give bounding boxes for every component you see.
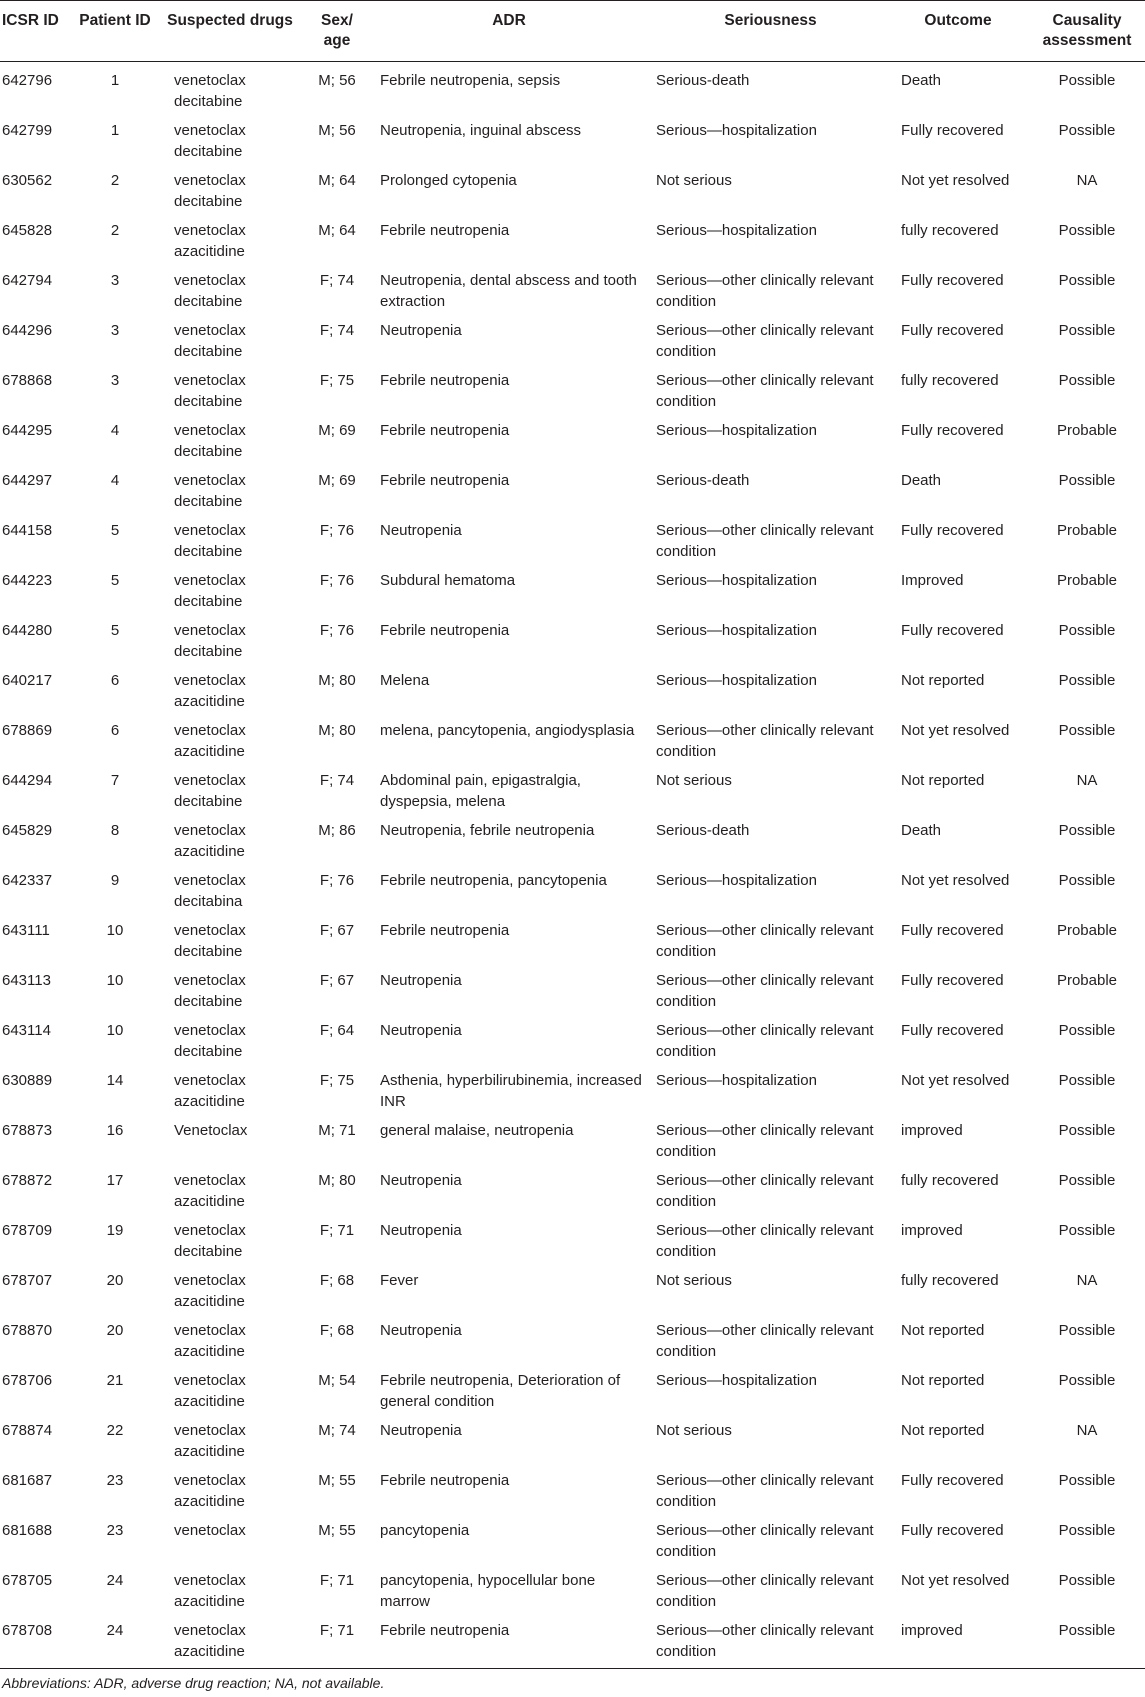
adr-cell: pancytopenia [380,1522,470,1539]
table-row [0,662,1145,712]
adr-cell: Febrile neutropenia [380,922,510,939]
seriousness-cell: Serious—hospitalization [656,1072,817,1089]
icsr-id-cell: 643114 [2,1022,51,1039]
table-row [0,162,1145,212]
sex-age-cell: F; 74 [319,322,355,339]
seriousness-cell: Serious—hospitalization [656,872,817,889]
causality-cell: Possible [1058,1572,1116,1589]
outcome-cell: Fully recovered [901,972,1004,989]
outcome-cell: fully recovered [901,222,999,239]
header-icsr-id: ICSR ID [0,1,74,62]
suspected-drugs-cell: venetoclax azacitidine [174,1272,246,1310]
suspected-drugs-cell: venetoclax azacitidine [174,1172,246,1210]
header-causality: Causality assessment [1023,1,1145,62]
adr-cell: Neutropenia [380,1322,462,1339]
icsr-id-cell: 645828 [2,222,53,239]
sex-age-cell: F; 74 [319,772,355,789]
adr-cell: Neutropenia [380,972,462,989]
icsr-id-cell: 681688 [2,1522,53,1539]
sex-age-cell: F; 67 [319,922,355,939]
suspected-drugs-cell: venetoclax azacitidine [174,1322,246,1360]
icsr-id-cell: 678869 [2,722,53,739]
outcome-cell: Not reported [901,1422,985,1439]
table-row [0,362,1145,412]
suspected-drugs-cell: venetoclax decitabine [174,572,246,610]
sex-age-cell: M; 64 [318,172,356,189]
suspected-drugs-cell: venetoclax decitabina [174,872,246,910]
adr-cell: Neutropenia, inguinal abscess [380,122,581,139]
outcome-cell: Not yet resolved [901,722,1010,739]
sex-age-cell: F; 76 [319,572,355,589]
table-row [0,812,1145,862]
table-row [0,262,1145,312]
table-row [0,612,1145,662]
outcome-cell: Fully recovered [901,272,1004,289]
table-row [0,1212,1145,1262]
outcome-cell: fully recovered [901,1172,999,1189]
seriousness-cell: Serious—other clinically relevant condition [656,522,874,560]
seriousness-cell: Not serious [656,1422,732,1439]
suspected-drugs-cell: venetoclax decitabine [174,1222,246,1260]
seriousness-cell: Serious—other clinically relevant condition [656,1322,874,1360]
header-sex-age: Sex/ age [304,1,370,62]
table-row [0,1512,1145,1562]
adr-cell: Neutropenia, febrile neutropenia [380,822,595,839]
header-adr: ADR [370,1,648,62]
outcome-cell: fully recovered [901,372,999,389]
icsr-id-cell: 644295 [2,422,53,439]
sex-age-cell: M; 80 [318,1172,356,1189]
icsr-id-cell: 642796 [2,72,53,89]
icsr-id-cell: 642794 [2,272,53,289]
causality-cell: Probable [1056,572,1118,589]
seriousness-cell: Serious—other clinically relevant condition [648,1612,893,1669]
sex-age-cell: F; 68 [319,1322,355,1339]
adr-cell: Febrile neutropenia [380,472,510,489]
patient-id-cell: 23 [106,1472,124,1489]
suspected-drugs-cell: venetoclax azacitidine [174,1472,246,1510]
table-row [0,1012,1145,1062]
patient-id-cell: 3 [110,372,120,389]
outcome-cell: improved [901,1222,963,1239]
table-row [0,962,1145,1012]
causality-cell: Possible [1058,472,1116,489]
seriousness-cell: Serious—other clinically relevant condition [656,1022,874,1060]
outcome-cell: Not reported [901,1372,985,1389]
suspected-drugs-cell: venetoclax azacitidine [174,822,246,860]
seriousness-cell: Serious—other clinically relevant condition [656,1222,874,1260]
adr-cell: Subdural hematoma [380,572,516,589]
suspected-drugs-cell: venetoclax decitabine [174,522,246,560]
sex-age-cell: F; 68 [319,1272,355,1289]
causality-cell: NA [1076,1422,1098,1439]
seriousness-cell: Serious—hospitalization [656,222,817,239]
suspected-drugs-cell: venetoclax decitabine [174,72,246,110]
patient-id-cell: 10 [106,1022,124,1039]
table-row [0,712,1145,762]
seriousness-cell: Serious-death [656,72,750,89]
outcome-cell: Fully recovered [901,122,1004,139]
header-row [0,1,1145,62]
adr-cell: Febrile neutropenia [370,1612,648,1669]
suspected-drugs-cell: venetoclax decitabine [174,772,246,810]
causality-cell: Possible [1058,672,1116,689]
sex-age-cell: M; 55 [318,1522,356,1539]
seriousness-cell: Serious—other clinically relevant condition [656,1522,874,1560]
adr-cell: general malaise, neutropenia [380,1122,574,1139]
adr-cell: pancytopenia, hypocellular bone marrow [380,1572,596,1610]
outcome-cell: Not yet resolved [901,1072,1010,1089]
outcome-cell: Not reported [901,772,985,789]
causality-cell: Possible [1058,122,1116,139]
suspected-drugs-cell: venetoclax azacitidine [174,1572,246,1610]
outcome-cell: Death [901,822,942,839]
patient-id-cell: 1 [110,72,120,89]
table-row [0,1562,1145,1612]
table-row [0,1612,1145,1669]
table-footnote: Abbreviations: ADR, adverse drug reaction; NA, not available. [2,1675,385,1691]
icsr-id-cell: 678708 [0,1612,74,1669]
patient-id-cell: 20 [106,1322,124,1339]
suspected-drugs-cell: venetoclax decitabine [174,472,246,510]
seriousness-cell: Not serious [656,772,732,789]
sex-age-cell: M; 80 [318,672,356,689]
outcome-cell: Fully recovered [901,1522,1004,1539]
patient-id-cell: 4 [110,422,120,439]
suspected-drugs-cell: venetoclax azacitidine [174,722,246,760]
table-row [0,862,1145,912]
patient-id-cell: 10 [106,922,124,939]
adr-cell: Fever [380,1272,419,1289]
causality-cell: NA [1076,1272,1098,1289]
adr-cell: Neutropenia [380,1022,462,1039]
causality-cell: Probable [1056,422,1118,439]
outcome-cell: Fully recovered [901,1022,1004,1039]
seriousness-cell: Serious-death [656,822,750,839]
causality-cell: Possible [1058,322,1116,339]
causality-cell: NA [1076,772,1098,789]
outcome-cell: Fully recovered [901,522,1004,539]
table-row [0,62,1145,113]
causality-cell: Possible [1058,622,1116,639]
suspected-drugs-cell: venetoclax azacitidine [174,222,246,260]
adr-cell: Febrile neutropenia [380,222,510,239]
adr-cell: Febrile neutropenia, pancytopenia [380,872,607,889]
adr-cell: Neutropenia [380,1172,462,1189]
table-row [0,1062,1145,1112]
table-row [0,1162,1145,1212]
seriousness-cell: Serious—other clinically relevant condition [656,1122,874,1160]
adr-cell: Melena [380,672,430,689]
patient-id-cell: 23 [106,1522,124,1539]
adr-cell: Prolonged cytopenia [380,172,517,189]
seriousness-cell: Serious—other clinically relevant condition [656,372,874,410]
suspected-drugs-cell: venetoclax decitabine [174,922,246,960]
causality-cell: Possible [1058,722,1116,739]
table-row [0,1412,1145,1462]
causality-cell: Probable [1056,522,1118,539]
causality-cell: Probable [1056,922,1118,939]
table-row [0,1112,1145,1162]
adr-cell: Asthenia, hyperbilirubinemia, increased INR [380,1072,642,1110]
icsr-id-cell: 644158 [2,522,53,539]
icsr-id-cell: 678868 [2,372,53,389]
sex-age-cell: M; 86 [318,822,356,839]
seriousness-cell: Serious—hospitalization [656,1372,817,1389]
patient-id-cell: 6 [110,672,120,689]
sex-age-cell: F; 76 [319,622,355,639]
sex-age-cell: F; 76 [319,522,355,539]
outcome-cell: Death [901,472,942,489]
causality-cell: Possible [1058,1322,1116,1339]
patient-id-cell: 6 [110,722,120,739]
suspected-drugs-cell: venetoclax decitabine [174,272,246,310]
table-row [0,312,1145,362]
suspected-drugs-cell: venetoclax azacitidine [174,1372,246,1410]
outcome-cell: Fully recovered [901,422,1004,439]
table-row [0,462,1145,512]
causality-cell: Possible [1058,222,1116,239]
adr-cell: Febrile neutropenia, sepsis [380,72,561,89]
patient-id-cell: 8 [110,822,120,839]
suspected-drugs-cell: venetoclax decitabine [174,622,246,660]
causality-cell: Probable [1056,972,1118,989]
suspected-drugs-cell: venetoclax azacitidine [156,1612,304,1669]
sex-age-cell: F; 71 [304,1612,370,1669]
table-row [0,1262,1145,1312]
seriousness-cell: Serious—other clinically relevant condition [656,272,874,310]
icsr-id-cell: 678706 [2,1372,53,1389]
patient-id-cell: 24 [74,1612,156,1669]
seriousness-cell: Serious—other clinically relevant condition [656,922,874,960]
seriousness-cell: Not serious [656,172,732,189]
patient-id-cell: 17 [106,1172,124,1189]
icsr-id-cell: 642799 [2,122,53,139]
table-row [0,1362,1145,1412]
causality-cell: Possible [1058,1122,1116,1139]
seriousness-cell: Serious—other clinically relevant condition [656,1172,874,1210]
table-row [0,112,1145,162]
causality-cell: Possible [1058,372,1116,389]
causality-cell: Possible [1058,1372,1116,1389]
causality-cell: Possible [1058,822,1116,839]
seriousness-cell: Serious—hospitalization [656,422,817,439]
outcome-cell: Fully recovered [901,322,1004,339]
causality-cell: Possible [1058,72,1116,89]
suspected-drugs-cell: venetoclax decitabine [174,122,246,160]
table-row [0,912,1145,962]
causality-cell: Possible [1058,1072,1116,1089]
causality-cell: Possible [1058,1472,1116,1489]
suspected-drugs-cell: venetoclax decitabine [174,372,246,410]
table-row [0,562,1145,612]
seriousness-cell: Serious—hospitalization [656,572,817,589]
sex-age-cell: M; 64 [318,222,356,239]
adr-cell: Neutropenia [380,522,462,539]
seriousness-cell: Serious—other clinically relevant condition [656,722,874,760]
table-row [0,762,1145,812]
outcome-cell: Not yet resolved [901,1572,1010,1589]
icsr-id-cell: 678873 [2,1122,53,1139]
suspected-drugs-cell: venetoclax [174,1522,246,1539]
icsr-id-cell: 644297 [2,472,53,489]
table-body [0,62,1145,1669]
outcome-cell: Not reported [901,1322,985,1339]
adr-cell: Febrile neutropenia, Deterioration of general condition [380,1372,621,1410]
icsr-id-cell: 678870 [2,1322,53,1339]
outcome-cell: Not yet resolved [901,172,1010,189]
patient-id-cell: 4 [110,472,120,489]
icsr-id-cell: 678709 [2,1222,53,1239]
icsr-id-cell: 644294 [2,772,53,789]
patient-id-cell: 7 [110,772,120,789]
seriousness-cell: Serious—other clinically relevant condition [656,1472,874,1510]
adr-cell: Febrile neutropenia [380,1472,510,1489]
suspected-drugs-cell: venetoclax azacitidine [174,1072,246,1110]
patient-id-cell: 14 [106,1072,124,1089]
patient-id-cell: 9 [110,872,120,889]
causality-cell: NA [1076,172,1098,189]
patient-id-cell: 20 [106,1272,124,1289]
sex-age-cell: F; 71 [319,1572,355,1589]
sex-age-cell: F; 74 [319,272,355,289]
header-outcome: Outcome [893,1,1023,62]
icsr-id-cell: 678707 [2,1272,53,1289]
sex-age-cell: M; 56 [318,122,356,139]
patient-id-cell: 5 [110,572,120,589]
icsr-id-cell: 644280 [2,622,53,639]
icsr-id-cell: 640217 [2,672,53,689]
icsr-id-cell: 630562 [2,172,53,189]
patient-id-cell: 16 [106,1122,124,1139]
patient-id-cell: 22 [106,1422,124,1439]
table-row [0,412,1145,462]
sex-age-cell: F; 75 [319,1072,355,1089]
sex-age-cell: F; 67 [319,972,355,989]
causality-cell: Possible [1058,1172,1116,1189]
icsr-id-cell: 681687 [2,1472,53,1489]
suspected-drugs-cell: venetoclax decitabine [174,972,246,1010]
patient-id-cell: 1 [110,122,120,139]
adr-cell: Neutropenia [380,322,462,339]
suspected-drugs-cell: venetoclax decitabine [174,422,246,460]
suspected-drugs-cell: venetoclax azacitidine [174,672,246,710]
patient-id-cell: 24 [106,1572,124,1589]
sex-age-cell: M; 71 [318,1122,356,1139]
seriousness-cell: Serious—hospitalization [656,672,817,689]
adr-cell: Neutropenia [380,1222,462,1239]
outcome-cell: improved [893,1612,1023,1669]
sex-age-cell: F; 75 [319,372,355,389]
seriousness-cell: Not serious [656,1272,732,1289]
icsr-id-cell: 645829 [2,822,53,839]
seriousness-cell: Serious—other clinically relevant condition [656,972,874,1010]
outcome-cell: Improved [901,572,964,589]
patient-id-cell: 2 [110,222,120,239]
suspected-drugs-cell: venetoclax decitabine [174,322,246,360]
causality-cell: Possible [1058,1522,1116,1539]
causality-cell: Possible [1058,272,1116,289]
header-suspected-drugs: Suspected drugs [156,1,304,62]
outcome-cell: fully recovered [901,1272,999,1289]
icsr-id-cell: 678705 [2,1572,53,1589]
seriousness-cell: Serious—hospitalization [656,122,817,139]
sex-age-cell: M; 69 [318,472,356,489]
patient-id-cell: 2 [110,172,120,189]
patient-id-cell: 3 [110,272,120,289]
seriousness-cell: Serious-death [656,472,750,489]
outcome-cell: Not reported [901,672,985,689]
adr-cell: Neutropenia, dental abscess and tooth extraction [380,272,637,310]
patient-id-cell: 19 [106,1222,124,1239]
patient-id-cell: 5 [110,522,120,539]
suspected-drugs-cell: venetoclax decitabine [174,172,246,210]
icsr-id-cell: 643113 [2,972,51,989]
causality-cell: Possible [1023,1612,1145,1669]
sex-age-cell: M; 54 [318,1372,356,1389]
patient-id-cell: 10 [106,972,124,989]
seriousness-cell: Serious—other clinically relevant condition [656,1572,874,1610]
sex-age-cell: F; 76 [319,872,355,889]
sex-age-cell: F; 71 [319,1222,355,1239]
adr-cell: Abdominal pain, epigastralgia, dyspepsia, melena [380,772,581,810]
icsr-id-cell: 644223 [2,572,53,589]
adr-cell: melena, pancytopenia, angiodysplasia [380,722,635,739]
sex-age-cell: M; 56 [318,72,356,89]
outcome-cell: Fully recovered [901,922,1004,939]
table-row [0,512,1145,562]
causality-cell: Possible [1058,1022,1116,1039]
seriousness-cell: Serious—other clinically relevant condition [656,322,874,360]
causality-cell: Possible [1058,1222,1116,1239]
header-patient-id: Patient ID [74,1,156,62]
outcome-cell: Fully recovered [901,1472,1004,1489]
table-row [0,1312,1145,1362]
table-row [0,212,1145,262]
icsr-id-cell: 643111 [2,922,50,939]
icsr-id-cell: 678874 [2,1422,53,1439]
suspected-drugs-cell: Venetoclax [174,1122,248,1139]
table-row [0,1462,1145,1512]
header-seriousness: Seriousness [648,1,893,62]
icsr-id-cell: 630889 [2,1072,53,1089]
outcome-cell: improved [901,1122,963,1139]
outcome-cell: Fully recovered [901,622,1004,639]
sex-age-cell: M; 74 [318,1422,356,1439]
sex-age-cell: M; 55 [318,1472,356,1489]
icsr-id-cell: 678872 [2,1172,53,1189]
icsr-id-cell: 644296 [2,322,53,339]
patient-id-cell: 21 [106,1372,124,1389]
sex-age-cell: F; 64 [319,1022,355,1039]
patient-id-cell: 5 [110,622,120,639]
sex-age-cell: M; 80 [318,722,356,739]
adr-cell: Febrile neutropenia [380,422,510,439]
sex-age-cell: M; 69 [318,422,356,439]
patient-id-cell: 3 [110,322,120,339]
icsr-id-cell: 642337 [2,872,53,889]
outcome-cell: Death [901,72,942,89]
suspected-drugs-cell: venetoclax decitabine [174,1022,246,1060]
adr-cell: Neutropenia [380,1422,462,1439]
outcome-cell: Not yet resolved [901,872,1010,889]
adr-cell: Febrile neutropenia [380,622,510,639]
suspected-drugs-cell: venetoclax azacitidine [174,1422,246,1460]
causality-cell: Possible [1058,872,1116,889]
adr-cell: Febrile neutropenia [380,372,510,389]
seriousness-cell: Serious—hospitalization [656,622,817,639]
